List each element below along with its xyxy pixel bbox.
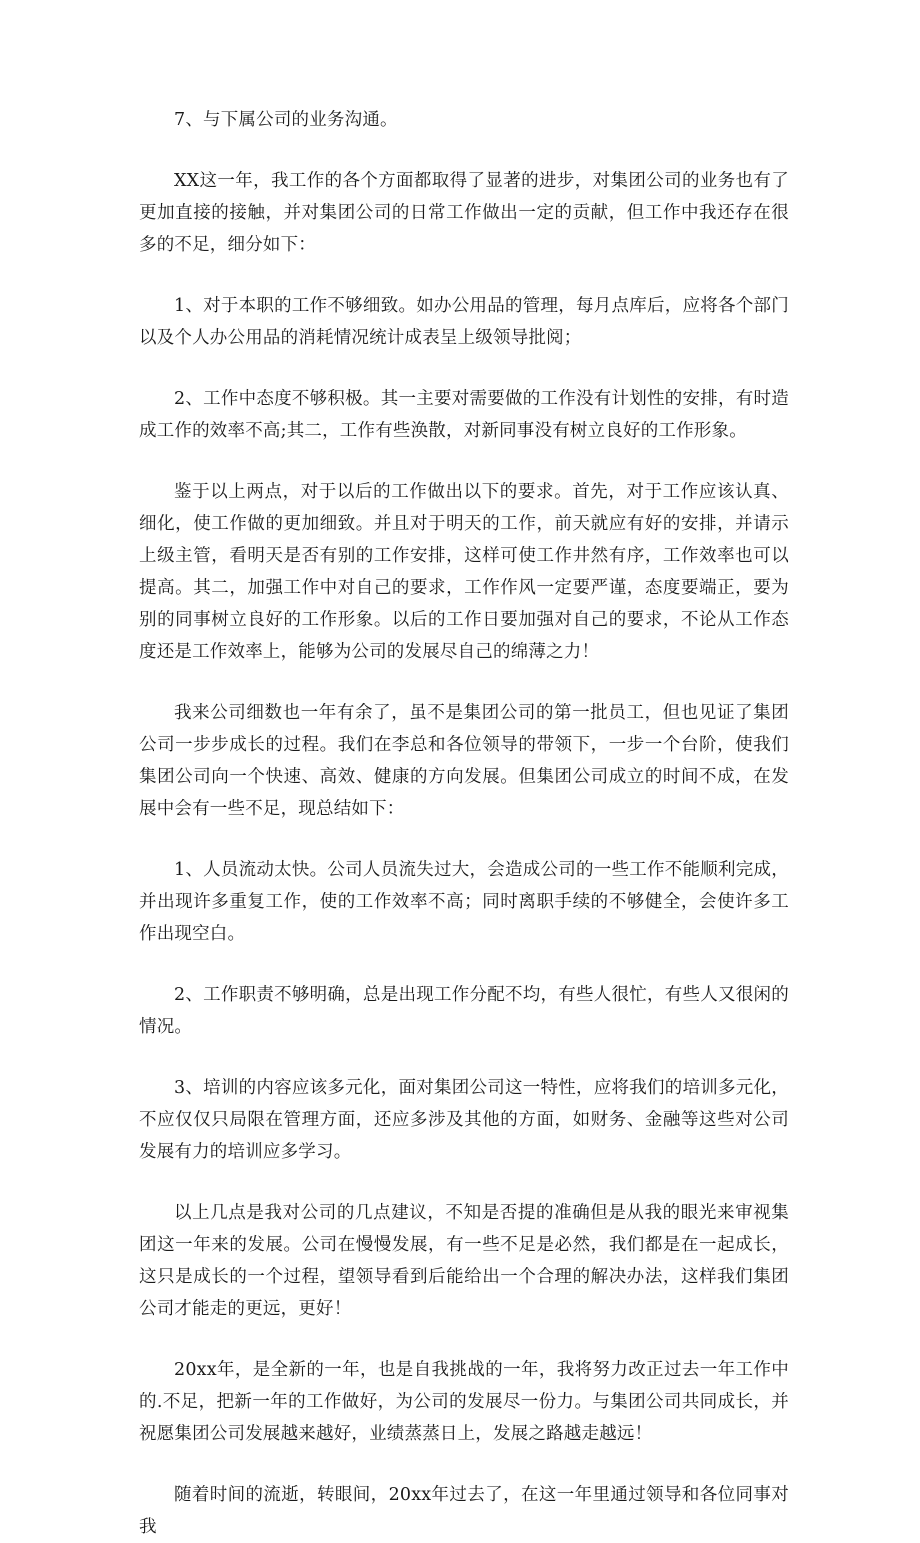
paragraph-year-progress: XX这一年，我工作的各个方面都取得了显著的进步，对集团公司的业务也有了更加直接的接触，并对集团公司的日常工作做出一定的贡献，但工作中我还存在很多的不足，细分如下： bbox=[139, 171, 789, 255]
paragraph-new-year: 20xx年，是全新的一年，也是自我挑战的一年，我将努力改正过去一年工作中的.不足，把新一年的工作做好，为公司的发展尽一份力。与集团公司共同成长，并祝愿集团公司发展越来越好，业绩蒸蒸日上，发展之路越走越远！ bbox=[139, 1360, 789, 1444]
document-body bbox=[139, 104, 789, 1543]
paragraph-item-7-business-communication: 7、与下属公司的业务沟通。 bbox=[174, 110, 398, 130]
paragraph-shortcoming-2: 2、工作中态度不够积极。其一主要对需要做的工作没有计划性的安排，有时造成工作的效率不高;其二，工作有些涣散，对新同事没有树立良好的工作形象。 bbox=[139, 389, 789, 441]
paragraph-issue-3: 3、培训的内容应该多元化，面对集团公司这一特性，应将我们的培训多元化，不应仅仅只局限在管理方面，还应多涉及其他的方面，如财务、金融等这些对公司发展有力的培训应多学习。 bbox=[139, 1078, 789, 1162]
paragraph-issue-1: 1、人员流动太快。公司人员流失过大，会造成公司的一些工作不能顺利完成，并出现许多重复工作，使的工作效率不高；同时离职手续的不够健全，会使许多工作出现空白。 bbox=[139, 860, 789, 944]
paragraph-time-passing: 随着时间的流逝，转眼间，20xx年过去了，在这一年里通过领导和各位同事对我 bbox=[139, 1485, 789, 1537]
paragraph-requirements: 鉴于以上两点，对于以后的工作做出以下的要求。首先，对于工作应该认真、细化，使工作做的更加细致。并且对于明天的工作，前天就应有好的安排，并请示上级主管，看明天是否有别的工作安排，这样可使工作井然有序，工作效率也可以提高。其二，加强工作中对自己的要求，工作作风一定要严谨，态度要端正，要为别的同事树立良好的工作形象。以后的工作日要加强对自己的要求，不论从工作态度还是工作效率上，能够为公司的发展尽自己的绵薄之力！ bbox=[139, 482, 789, 662]
paragraph-company-growth: 我来公司细数也一年有余了，虽不是集团公司的第一批员工，但也见证了集团公司一步步成长的过程。我们在李总和各位领导的带领下，一步一个台阶，使我们集团公司向一个快速、高效、健康的方向发展。但集团公司成立的时间不成，在发展中会有一些不足，现总结如下： bbox=[139, 703, 789, 819]
paragraph-issue-2: 2、工作职责不够明确，总是出现工作分配不均，有些人很忙，有些人又很闲的情况。 bbox=[139, 985, 789, 1037]
paragraph-shortcoming-1: 1、对于本职的工作不够细致。如办公用品的管理，每月点库后，应将各个部门以及个人办公用品的消耗情况统计成表呈上级领导批阅； bbox=[139, 296, 789, 348]
paragraph-suggestions: 以上几点是我对公司的几点建议，不知是否提的准确但是从我的眼光来审视集团这一年来的发展。公司在慢慢发展，有一些不足是必然，我们都是在一起成长，这只是成长的一个过程，望领导看到后能给出一个合理的解决办法，这样我们集团公司才能走的更远，更好！ bbox=[139, 1203, 789, 1319]
